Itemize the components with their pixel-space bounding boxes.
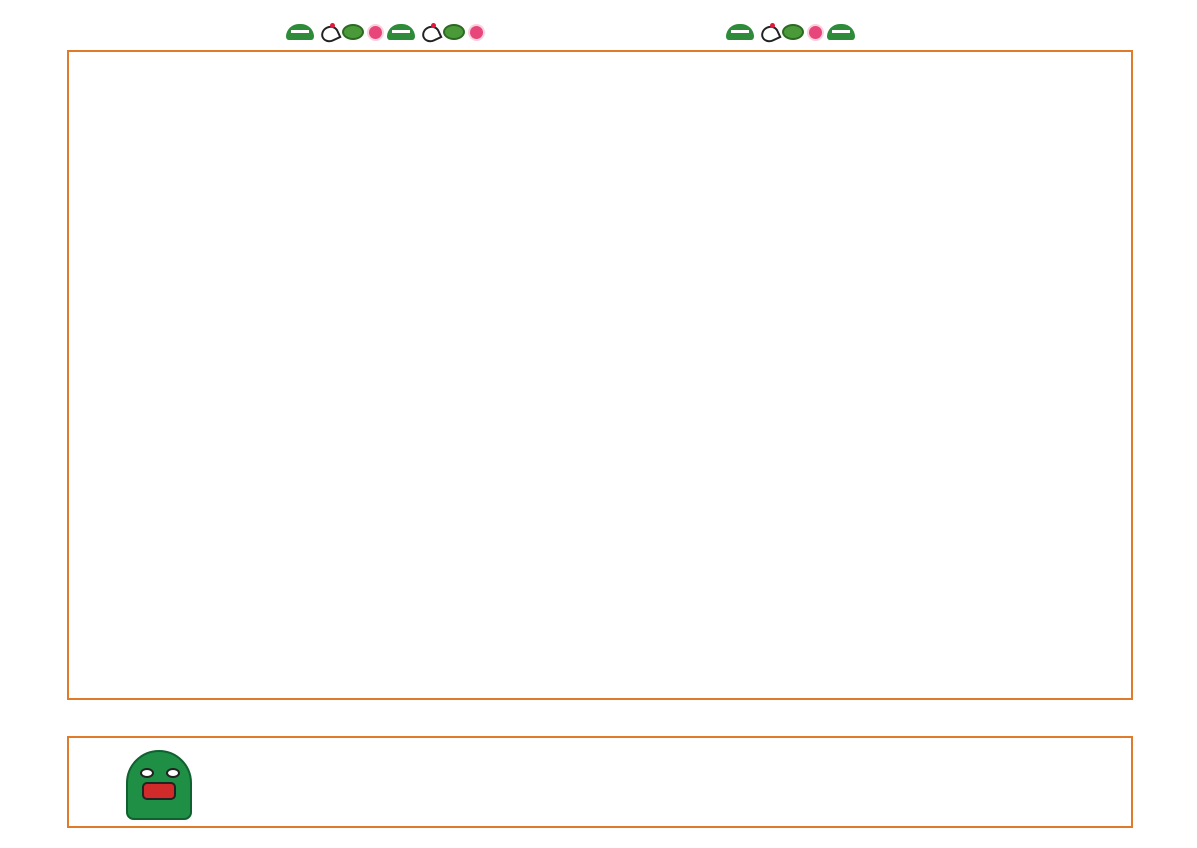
turtle-icon xyxy=(342,24,364,40)
plum-blossom-icon xyxy=(809,26,822,39)
crane-icon xyxy=(319,22,337,42)
pine-icon xyxy=(726,24,754,40)
plum-blossom-icon xyxy=(369,26,382,39)
turtle-icon xyxy=(443,24,465,40)
mascot-eye-icon xyxy=(140,768,154,778)
menu-table xyxy=(67,50,1133,700)
mascot-lion-dance-icon xyxy=(126,750,192,820)
plum-blossom-icon xyxy=(470,26,483,39)
mascot-eye-icon xyxy=(166,768,180,778)
crane-icon xyxy=(420,22,438,42)
crane-icon xyxy=(759,22,777,42)
mascot-face-icon xyxy=(142,782,176,800)
new-year-decoration-left xyxy=(286,18,483,46)
info-box xyxy=(67,736,1133,828)
pine-icon xyxy=(286,24,314,40)
pine-icon xyxy=(827,24,855,40)
new-year-decoration-right xyxy=(726,18,855,46)
pine-icon xyxy=(387,24,415,40)
turtle-icon xyxy=(782,24,804,40)
